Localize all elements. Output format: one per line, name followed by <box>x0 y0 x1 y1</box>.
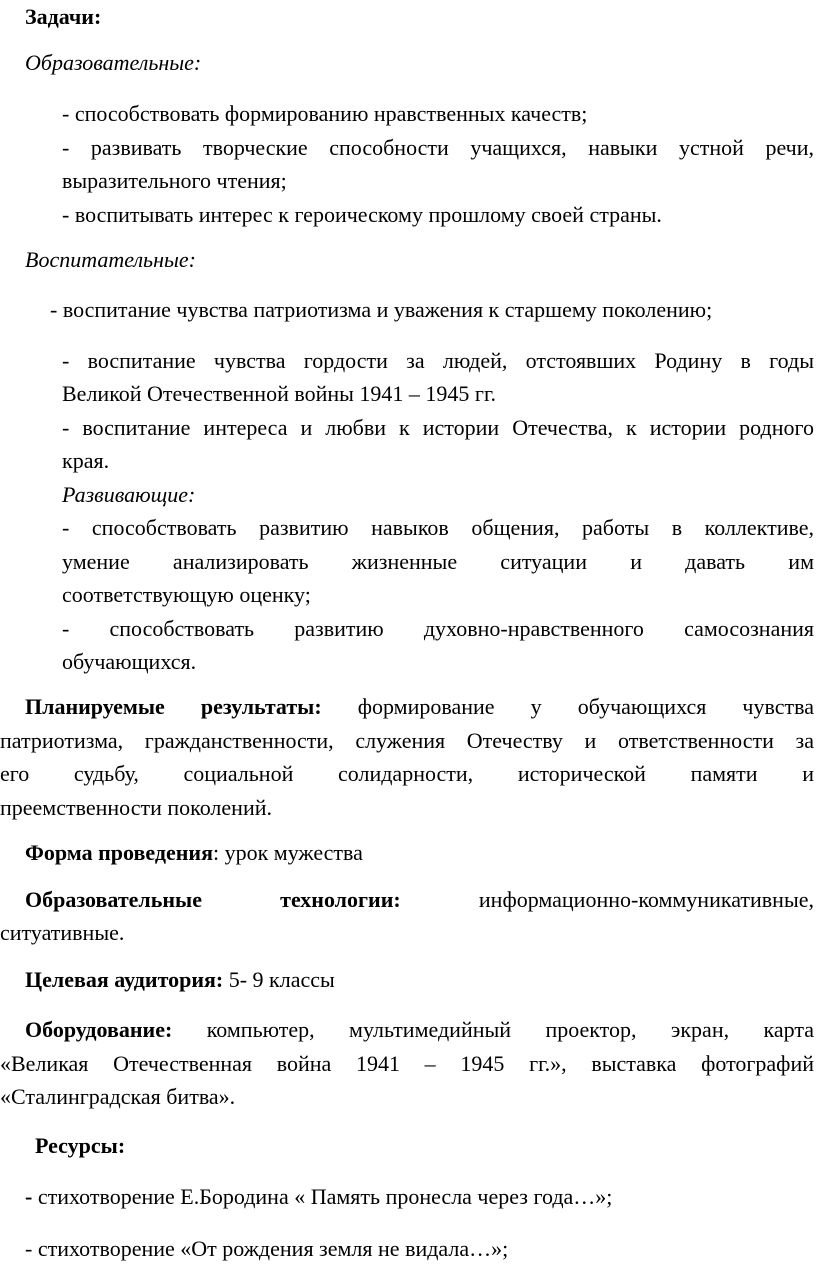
technologies-value-continuation: ситуативные. <box>0 920 125 945</box>
form-value: : урок мужества <box>213 840 363 865</box>
planned-results-text: его судьбу, социальной солидарности, исторической памяти и <box>0 761 814 786</box>
planned-results-text: преемственности поколений. <box>0 795 272 820</box>
developing-item: - способствовать развитию навыков общения, работы в коллективе, <box>62 515 814 540</box>
resource-item <box>25 1180 612 1213</box>
tasks-heading: Задачи: <box>25 4 102 29</box>
resources-label: Ресурсы: <box>35 1133 126 1158</box>
developing-item-continuation: умение анализировать жизненные ситуации и давать им <box>62 549 814 574</box>
planned-results-text: формирование у обучающихся чувства <box>321 694 814 719</box>
equipment-text: компьютер, мультимедийный проектор, экран, карта <box>172 1017 814 1042</box>
educational-item: - воспитывать интерес к героическому прошлому своей страны. <box>62 202 662 227</box>
technologies-label: Образовательные технологии: <box>25 887 401 912</box>
planned-results-first-line <box>25 690 814 723</box>
technologies-line <box>25 883 814 916</box>
upbringing-item: - воспитание чувства патриотизма и уважения к старшему поколению; <box>50 297 713 322</box>
educational-item: - способствовать формированию нравственных качеств; <box>62 101 588 126</box>
form-label: Форма проведения <box>25 840 213 865</box>
equipment-label: Оборудование: <box>25 1017 173 1042</box>
technologies-value: информационно-коммуникативные, <box>478 887 815 912</box>
equipment-text: «Сталинградская битва». <box>0 1084 236 1109</box>
upbringing-item-continuation: края. <box>62 448 110 473</box>
equipment-first-line <box>25 1013 814 1046</box>
resource-dash: - <box>25 1236 33 1261</box>
upbringing-item: - воспитание интереса и любви к истории Отечества, к истории родного <box>62 415 814 440</box>
developing-item-continuation: обучающихся. <box>62 649 197 674</box>
audience-line <box>25 963 335 996</box>
educational-item-continuation: выразительного чтения; <box>62 168 287 193</box>
upbringing-item: - воспитание чувства гордости за людей, отстоявших Родину в годы <box>62 348 814 373</box>
planned-results-text: патриотизма, гражданственности, служения Отечеству и ответственности за <box>0 728 814 753</box>
equipment-text: «Великая Отечественная война 1941 – 1945 гг.», выставка фотографий <box>0 1051 814 1076</box>
educational-item: - развивать творческие способности учащихся, навыки устной речи, <box>62 135 814 160</box>
upbringing-item-continuation: Великой Отечественной войны 1941 – 1945 гг. <box>62 381 496 406</box>
developing-label: Развивающие: <box>62 482 196 507</box>
resource-item <box>25 1232 508 1265</box>
educational-label: Образовательные: <box>25 50 202 75</box>
developing-item-continuation: соответствующую оценку; <box>62 582 311 607</box>
audience-label: Целевая аудитория: <box>25 967 224 992</box>
resource-text: стихотворение «От рождения земля не видала…»; <box>32 1236 509 1261</box>
resource-dash: - <box>25 1184 33 1209</box>
planned-results-label: Планируемые результаты: <box>25 694 322 719</box>
upbringing-label: Воспитательные: <box>25 247 196 272</box>
resource-text: стихотворение Е.Бородина « Память пронесла через года…»; <box>32 1184 613 1209</box>
developing-item: - способствовать развитию духовно-нравственного самосознания <box>62 616 814 641</box>
form-line <box>25 836 363 869</box>
audience-value: 5- 9 классы <box>223 967 335 992</box>
